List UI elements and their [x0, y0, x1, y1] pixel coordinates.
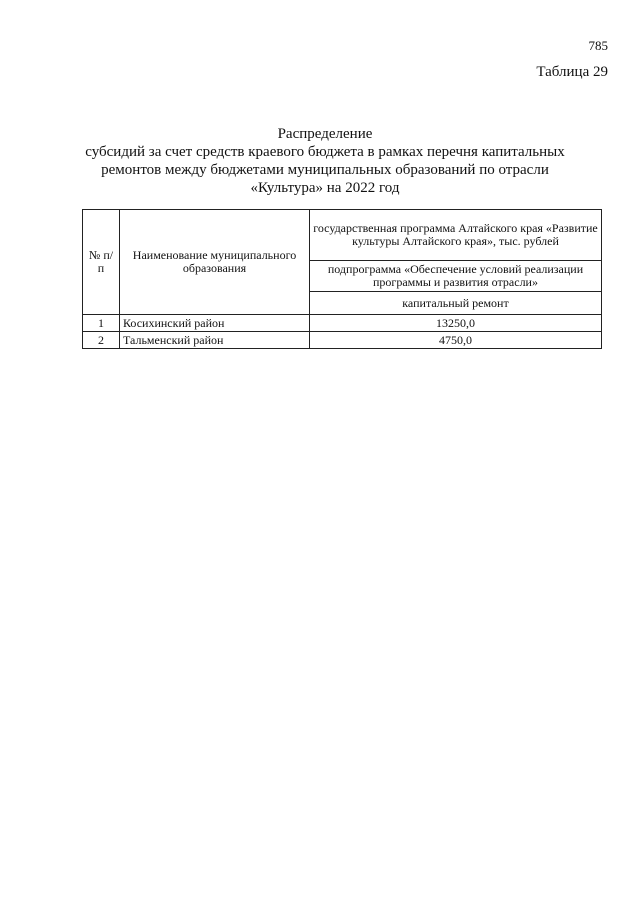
row-num: 1: [83, 315, 120, 332]
row-value: 4750,0: [310, 332, 602, 349]
row-num: 2: [83, 332, 120, 349]
distribution-table: [82, 209, 602, 349]
header-program: государственная программа Алтайского края «Развитие культуры Алтайского края», тыс. рублей: [310, 210, 602, 261]
table-label: Таблица 29: [536, 64, 608, 80]
title-block: [60, 125, 590, 197]
title-heading: Распределение: [277, 126, 373, 142]
header-subprogram: подпрограмма «Обеспечение условий реализации программы и развития отрасли»: [310, 261, 602, 292]
header-repair: капитальный ремонт: [310, 292, 602, 315]
page-number: 785: [588, 38, 608, 53]
row-value: 13250,0: [310, 315, 602, 332]
header-num: № п/п: [83, 210, 120, 315]
table-row: [83, 315, 602, 332]
header-name: Наименование муниципального образования: [120, 210, 310, 315]
table-row: [83, 332, 602, 349]
title-line-3: ремонтов между бюджетами муниципальных образований по отрасли: [101, 162, 549, 178]
title-line-2: субсидий за счет средств краевого бюджета в рамках перечня капитальных: [85, 144, 565, 160]
row-name: Косихинский район: [120, 315, 310, 332]
row-name: Тальменский район: [120, 332, 310, 349]
title-line-4: «Культура» на 2022 год: [250, 180, 400, 196]
